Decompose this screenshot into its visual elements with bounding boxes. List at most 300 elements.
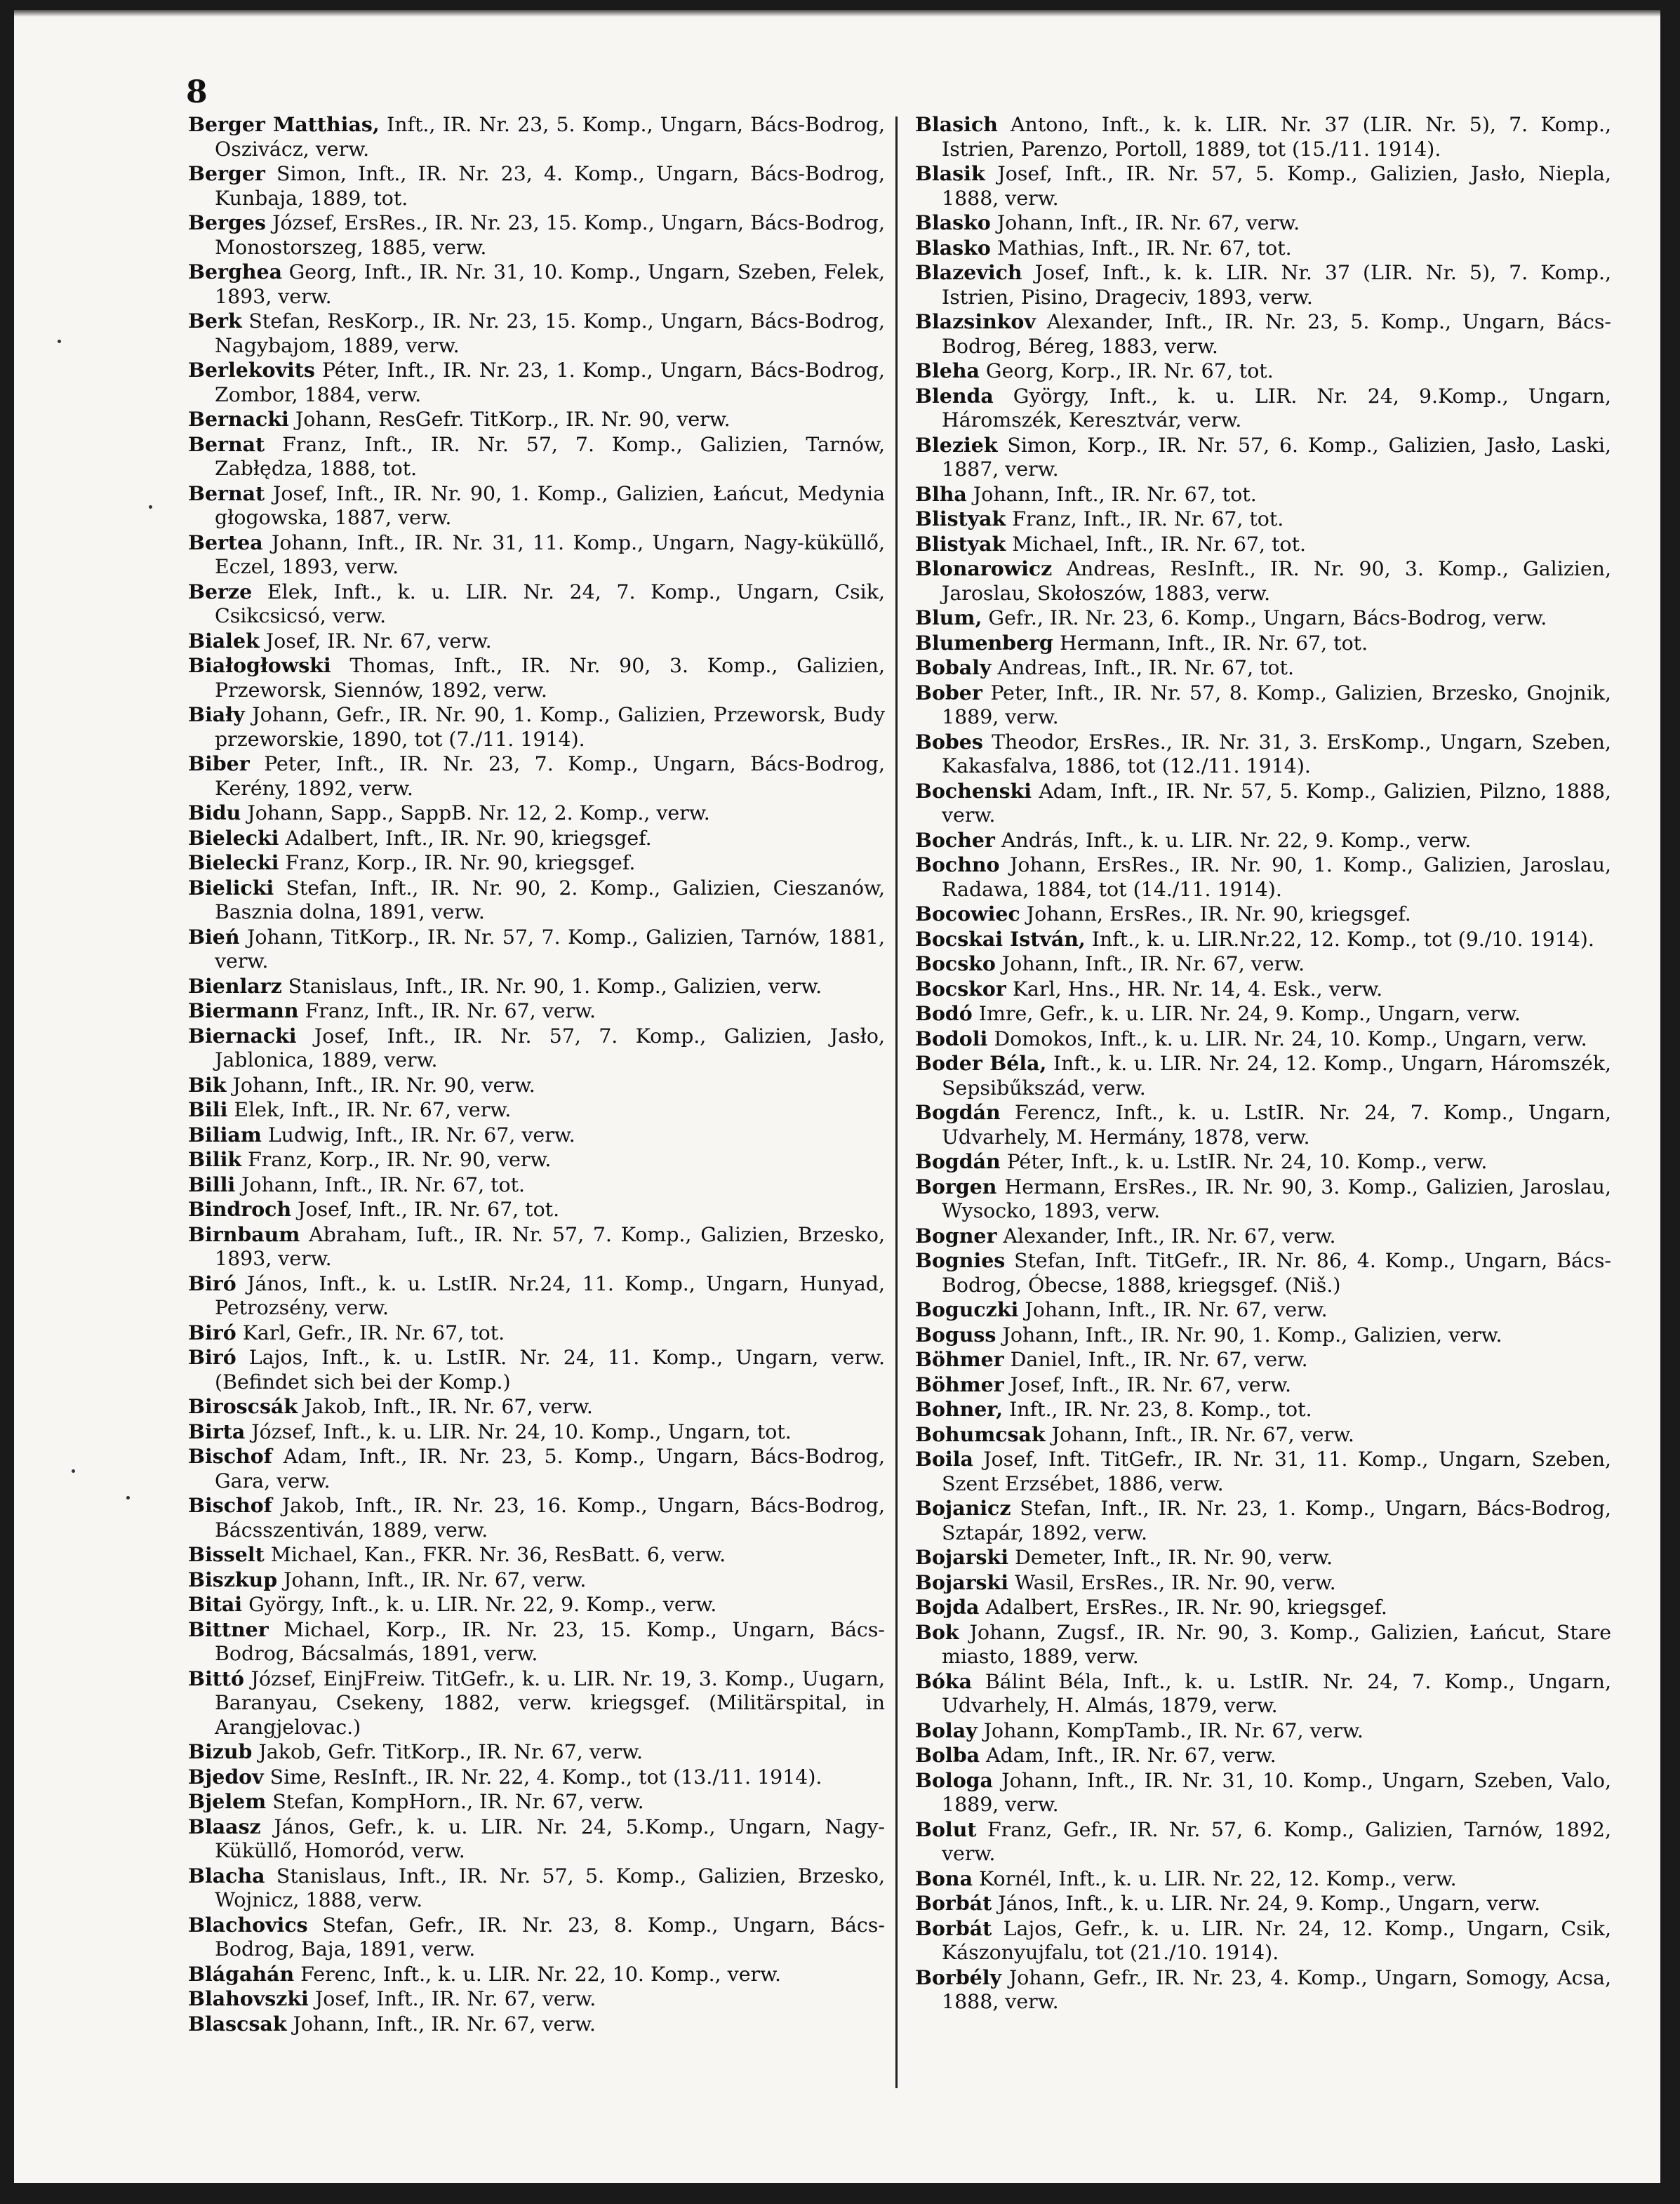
entry-surname: Borbát	[915, 1891, 992, 1915]
list-entry	[915, 260, 1611, 309]
entry-details: Adam, Inft., IR. Nr. 23, 5. Komp., Ungarn, Bács-Bodrog, Gara, verw.	[215, 1445, 885, 1492]
entry-surname: Berze	[188, 579, 253, 603]
entry-surname: Berger	[188, 161, 265, 185]
list-entry	[188, 1913, 885, 1962]
entry-details: Johann, Inft., IR. Nr. 90, verw.	[232, 1073, 535, 1097]
list-entry	[915, 1768, 1611, 1817]
entry-surname: Blacha	[188, 1863, 265, 1888]
entry-details: Johann, Inft., IR. Nr. 67, verw.	[1001, 952, 1305, 975]
list-entry	[188, 1962, 885, 1987]
entry-details: Johann, Inft., IR. Nr. 90, 1. Komp., Galizien, verw.	[1002, 1323, 1502, 1347]
entry-details: Peter, Inft., IR. Nr. 57, 8. Komp., Galizien, Brzesko, Gnojnik, 1889, verw.	[942, 681, 1611, 728]
entry-details: Kornél, Inft., k. u. LIR. Nr. 22, 12. Komp., verw.	[979, 1866, 1457, 1890]
entry-details: András, Inft., k. u. LIR. Nr. 22, 9. Komp., verw.	[1001, 828, 1472, 852]
list-entry	[915, 236, 1611, 261]
entry-surname: Bodoli	[915, 1026, 988, 1050]
entry-details: Franz, Inft., IR. Nr. 57, 7. Komp., Galizien, Tarnów, Zabłędza, 1888, tot.	[215, 432, 885, 480]
list-entry	[915, 1916, 1611, 1965]
entry-details: Karl, Hns., HR. Nr. 14, 4. Esk., verw.	[1012, 977, 1383, 1001]
entry-surname: Bochno	[915, 853, 1000, 876]
entry-details: Johann, KompTamb., IR. Nr. 67, verw.	[983, 1718, 1364, 1742]
entry-details: Theodor, ErsRes., IR. Nr. 31, 3. ErsKomp., Ungarn, Szeben, Kakasfalva, 1886, tot (12./11. 1914).	[942, 730, 1611, 777]
entry-surname: Biały	[188, 702, 245, 726]
scan-speck	[149, 505, 152, 509]
entry-details: József, ErsRes., IR. Nr. 23, 15. Komp., Ungarn, Bács-Bodrog, Monostorszeg, 1885, verw.	[215, 211, 886, 259]
entry-details: György, Inft., k. u. LIR. Nr. 22, 9. Komp., verw.	[248, 1593, 717, 1616]
list-entry	[915, 1595, 1611, 1620]
entry-details: Domokos, Inft., k. u. LIR. Nr. 24, 10. Komp., Ungarn, verw.	[994, 1027, 1587, 1050]
entry-details: Alexander, Inft., IR. Nr. 23, 5. Komp., Ungarn, Bács-Bodrog, Béreg, 1883, verw.	[942, 310, 1612, 358]
entry-surname: Berk	[188, 309, 242, 333]
list-entry	[188, 1864, 885, 1913]
entry-details: Wasil, ErsRes., IR. Nr. 90, verw.	[1015, 1570, 1336, 1594]
list-entry	[915, 1149, 1611, 1175]
entry-surname: Bologa	[915, 1768, 993, 1792]
entry-details: Elek, Inft., IR. Nr. 67, verw.	[234, 1098, 512, 1121]
list-entry	[188, 1073, 885, 1098]
list-entry	[915, 1248, 1611, 1297]
entry-surname: Blistyak	[915, 507, 1006, 530]
entry-details: Inft., IR. Nr. 23, 8. Komp., tot.	[1009, 1398, 1312, 1421]
entry-surname: Blazevich	[915, 260, 1022, 284]
entry-surname: Bień	[188, 924, 240, 949]
entry-details: Johann, Inft., IR. Nr. 67, verw.	[1025, 1298, 1328, 1321]
entry-surname: Bielecki	[188, 850, 279, 874]
entry-details: Andreas, Inft., IR. Nr. 67, tot.	[997, 656, 1294, 679]
entry-surname: Berger Matthias,	[188, 112, 380, 136]
list-entry	[188, 1789, 885, 1815]
list-entry	[188, 826, 885, 851]
list-entry	[188, 1173, 885, 1198]
entry-details: Jakob, Gefr. TitKorp., IR. Nr. 67, verw.	[258, 1740, 644, 1763]
list-entry	[188, 211, 885, 260]
entry-details: Bálint Béla, Inft., k. u. LstIR. Nr. 24, 7. Komp., Ungarn, Udvarhely, H. Almás, 1879, verw.	[942, 1669, 1611, 1717]
entry-details: Inft., k. u. LIR. Nr. 24, 12. Komp., Ungarn, Háromszék, Sepsibűkszád, verw.	[942, 1052, 1611, 1100]
list-entry	[915, 681, 1611, 730]
entry-surname: Bielecki	[188, 825, 279, 850]
entry-details: Karl, Gefr., IR. Nr. 67, tot.	[242, 1321, 505, 1344]
entry-surname: Bohner,	[915, 1397, 1004, 1421]
entry-details: Adam, Inft., IR. Nr. 67, verw.	[986, 1744, 1276, 1767]
entry-surname: Billi	[188, 1172, 236, 1196]
entry-surname: Berlekovits	[188, 358, 315, 382]
entry-details: Gefr., IR. Nr. 23, 6. Komp., Ungarn, Bács-Bodrog, verw.	[988, 606, 1547, 629]
entry-surname: Blascsak	[188, 2011, 287, 2036]
entry-surname: Bocskai István,	[915, 926, 1086, 951]
entry-details: Georg, Korp., IR. Nr. 67, tot.	[985, 359, 1274, 382]
entry-details: Inft., k. u. LIR.Nr.22, 12. Komp., tot (9./10. 1914).	[1091, 927, 1594, 951]
entry-surname: Bocskor	[915, 976, 1006, 1001]
entry-details: Franz, Inft., IR. Nr. 67, tot.	[1012, 507, 1284, 530]
list-entry	[915, 1373, 1611, 1398]
entry-details: Stefan, Inft., IR. Nr. 90, 2. Komp., Galizien, Cieszanów, Basznia dolna, 1891, verw.	[215, 876, 885, 923]
list-entry	[915, 1447, 1611, 1496]
list-entry	[915, 1175, 1611, 1224]
entry-details: Ludwig, Inft., IR. Nr. 67, verw.	[267, 1123, 575, 1147]
entry-details: Inft., IR. Nr. 23, 5. Komp., Ungarn, Bács-Bodrog, Oszivácz, verw.	[215, 113, 886, 161]
list-entry	[188, 1321, 885, 1346]
entry-details: Abraham, Iuft., IR. Nr. 57, 7. Komp., Galizien, Brzesko, 1893, verw.	[215, 1222, 885, 1270]
entry-details: Johann, Inft., IR. Nr. 31, 11. Komp., Ungarn, Nagy-küküllő, Eczel, 1893, verw.	[215, 530, 885, 578]
entry-surname: Białogłowski	[188, 653, 331, 677]
entry-surname: Bittner	[188, 1617, 269, 1641]
entry-details: Antono, Inft., k. k. LIR. Nr. 37 (LIR. Nr. 5), 7. Komp., Istrien, Parenzo, Portoll, 1889, tot (15./11. 1914).	[942, 113, 1611, 161]
list-entry	[188, 530, 885, 580]
list-entry	[188, 260, 885, 309]
list-entry	[915, 1397, 1611, 1422]
left-column	[188, 112, 885, 2036]
entry-surname: Birta	[188, 1419, 246, 1443]
entry-surname: Blonarowicz	[915, 556, 1053, 580]
entry-details: Michael, Inft., IR. Nr. 67, tot.	[1012, 532, 1307, 556]
entry-details: Johann, Sapp., SappB. Nr. 12, 2. Komp., verw.	[247, 801, 710, 824]
entry-details: Elek, Inft., k. u. LIR. Nr. 24, 7. Komp., Ungarn, Csik, Csikcsicsó, verw.	[215, 580, 885, 627]
entry-surname: Bilik	[188, 1147, 242, 1171]
list-entry	[188, 1197, 885, 1222]
list-entry	[915, 1669, 1611, 1718]
list-entry	[915, 1496, 1611, 1545]
list-entry	[915, 1027, 1611, 1052]
list-entry	[188, 1394, 885, 1420]
entry-surname: Boguss	[915, 1322, 996, 1347]
list-entry	[188, 407, 885, 432]
entry-surname: Bojarski	[915, 1570, 1008, 1594]
list-entry	[915, 977, 1611, 1002]
entry-surname: Borgen	[915, 1174, 997, 1198]
entry-surname: Boguczki	[915, 1297, 1019, 1321]
entry-details: József, Inft., k. u. LIR. Nr. 24, 10. Komp., Ungarn, tot.	[251, 1420, 792, 1443]
list-entry	[188, 1271, 885, 1321]
entry-surname: Blasik	[915, 161, 985, 185]
entry-surname: Birnbaum	[188, 1222, 300, 1246]
list-entry	[188, 112, 885, 161]
entry-details: Jakob, Inft., IR. Nr. 67, verw.	[304, 1395, 593, 1418]
entry-surname: Blum,	[915, 606, 982, 629]
entry-details: Lajos, Gefr., k. u. LIR. Nr. 24, 12. Komp., Ungarn, Csik, Kászonyujfalu, tot (21./10. 1914).	[942, 1916, 1611, 1964]
entry-details: Josef, Inft., IR. Nr. 57, 5. Komp., Galizien, Jasło, Niepla, 1888, verw.	[942, 162, 1611, 210]
entry-surname: Bobes	[915, 729, 983, 754]
entry-details: János, Gefr., k. u. LIR. Nr. 24, 5.Komp., Ungarn, Nagy-Küküllő, Homoród, verw.	[215, 1815, 885, 1862]
entry-details: Alexander, Inft., IR. Nr. 67, verw.	[1003, 1224, 1336, 1248]
entry-surname: Bili	[188, 1097, 228, 1121]
entry-details: Johann, TitKorp., IR. Nr. 57, 7. Komp., Galizien, Tarnów, 1881, verw.	[215, 925, 885, 973]
entry-details: Johann, Inft., IR. Nr. 67, verw.	[1051, 1422, 1354, 1446]
list-entry	[188, 1097, 885, 1123]
entry-surname: Borbély	[915, 1965, 1002, 1989]
list-entry	[188, 876, 885, 925]
entry-details: Josef, Inft., IR. Nr. 67, tot.	[298, 1198, 560, 1221]
entry-details: Péter, Inft., IR. Nr. 23, 1. Komp., Ungarn, Bács-Bodrog, Zombor, 1884, verw.	[215, 359, 885, 406]
entry-surname: Bocowiec	[915, 902, 1020, 926]
list-entry	[915, 902, 1611, 927]
entry-details: Adam, Inft., IR. Nr. 57, 5. Komp., Galizien, Pilzno, 1888, verw.	[942, 779, 1611, 827]
list-entry	[915, 482, 1611, 507]
entry-details: Thomas, Inft., IR. Nr. 90, 3. Komp., Galizien, Przeworsk, Siennów, 1892, verw.	[215, 654, 885, 702]
list-entry	[188, 358, 885, 407]
entry-surname: Bisselt	[188, 1542, 265, 1566]
entry-surname: Bernacki	[188, 407, 289, 431]
entry-surname: Bogdán	[915, 1149, 1001, 1173]
entry-surname: Bóka	[915, 1669, 972, 1693]
entry-details: Michael, Kan., FKR. Nr. 36, ResBatt. 6, verw.	[270, 1543, 726, 1566]
entry-surname: Bojarski	[915, 1545, 1008, 1569]
list-entry	[915, 828, 1611, 853]
entry-surname: Bittó	[188, 1666, 244, 1690]
entry-details: Johann, Inft., IR. Nr. 67, verw.	[996, 211, 1300, 234]
entry-details: Josef, IR. Nr. 67, verw.	[265, 629, 492, 653]
entry-details: Adalbert, Inft., IR. Nr. 90, kriegsgef.	[285, 826, 652, 850]
entry-surname: Bitai	[188, 1592, 243, 1616]
list-entry	[188, 2012, 885, 2037]
entry-details: Imre, Gefr., k. u. LIR. Nr. 24, 9. Komp., Ungarn, verw.	[978, 1002, 1521, 1025]
list-entry	[915, 1817, 1611, 1866]
entry-details: Franz, Korp., IR. Nr. 90, kriegsgef.	[285, 851, 636, 874]
entry-surname: Biliam	[188, 1122, 262, 1147]
column-divider	[895, 116, 898, 2088]
list-entry	[915, 631, 1611, 656]
list-entry	[188, 925, 885, 974]
list-entry	[188, 1542, 885, 1568]
entry-surname: Böhmer	[915, 1347, 1004, 1371]
list-entry	[188, 1617, 885, 1667]
entry-details: György, Inft., k. u. LIR. Nr. 24, 9.Komp., Ungarn, Háromszék, Keresztvár, verw.	[942, 384, 1611, 432]
entry-details: Stefan, Gefr., IR. Nr. 23, 8. Komp., Ungarn, Bács-Bodrog, Baja, 1891, verw.	[215, 1913, 885, 1961]
list-entry	[915, 507, 1611, 532]
list-entry	[915, 1347, 1611, 1373]
list-entry	[915, 1224, 1611, 1249]
entry-surname: Bolay	[915, 1718, 978, 1742]
entry-surname: Borbát	[915, 1916, 992, 1940]
list-entry	[915, 1297, 1611, 1323]
entry-surname: Bona	[915, 1866, 973, 1890]
entry-surname: Biró	[188, 1271, 236, 1295]
list-entry	[188, 1815, 885, 1864]
list-entry	[188, 1739, 885, 1765]
scan-edge	[14, 10, 1660, 17]
entry-surname: Bocsko	[915, 951, 996, 975]
list-entry	[915, 927, 1611, 952]
entry-surname: Blenda	[915, 383, 994, 408]
entry-surname: Bojanicz	[915, 1496, 1011, 1520]
list-entry	[915, 359, 1611, 384]
list-entry	[915, 433, 1611, 482]
entry-details: Johann, Zugsf., IR. Nr. 90, 3. Komp., Galizien, Łańcut, Stare miasto, 1889, verw.	[942, 1620, 1611, 1668]
entry-details: Michael, Korp., IR. Nr. 23, 15. Komp., Ungarn, Bács-Bodrog, Bácsalmás, 1891, verw.	[215, 1617, 885, 1665]
list-entry	[915, 532, 1611, 557]
entry-details: Demeter, Inft., IR. Nr. 90, verw.	[1015, 1546, 1333, 1569]
entry-surname: Bochenski	[915, 778, 1032, 803]
entry-surname: Bleha	[915, 359, 980, 382]
page-number: 8	[186, 74, 208, 110]
entry-details: Johann, Inft., IR. Nr. 67, tot.	[973, 482, 1257, 506]
list-entry	[915, 1323, 1611, 1348]
entry-surname: Biber	[188, 752, 250, 775]
entry-details: Sime, ResInft., IR. Nr. 22, 4. Komp., tot (13./11. 1914).	[269, 1765, 822, 1789]
entry-surname: Bojda	[915, 1595, 980, 1619]
entry-details: Johann, ErsRes., IR. Nr. 90, kriegsgef.	[1026, 902, 1411, 926]
entry-details: Johann, ResGefr. TitKorp., IR. Nr. 90, verw.	[295, 408, 731, 431]
entry-details: Johann, Inft., IR. Nr. 67, verw.	[284, 1568, 587, 1591]
entry-surname: Biermann	[188, 999, 299, 1022]
entry-details: Johann, Gefr., IR. Nr. 23, 4. Komp., Ungarn, Somogy, Acsa, 1888, verw.	[942, 1965, 1611, 2013]
entry-details: Mathias, Inft., IR. Nr. 67, tot.	[996, 236, 1292, 260]
list-entry	[188, 1222, 885, 1271]
list-entry	[188, 1420, 885, 1445]
list-entry	[188, 1444, 885, 1493]
list-entry	[188, 580, 885, 629]
list-entry	[188, 1986, 885, 2012]
entry-surname: Biernacki	[188, 1023, 297, 1048]
list-entry	[915, 112, 1611, 161]
right-column	[915, 112, 1611, 2015]
entry-details: József, EinjFreiw. TitGefr., k. u. LIR. Nr. 19, 3. Komp., Uugarn, Baranyau, Csekeny, 1882, verw. kriegsgef. (Militärspital, in Arangjelovac.)	[215, 1667, 885, 1739]
entry-details: Johann, ErsRes., IR. Nr. 90, 1. Komp., Galizien, Jaroslau, Radawa, 1884, tot (14./11. 1914).	[942, 853, 1612, 901]
entry-details: Lajos, Inft., k. u. LstIR. Nr. 24, 11. Komp., Ungarn, verw. (Befindet sich bei der Komp.)	[215, 1346, 885, 1394]
list-entry	[915, 1620, 1611, 1669]
list-entry	[915, 1545, 1611, 1570]
entry-surname: Blha	[915, 481, 967, 506]
entry-surname: Bok	[915, 1619, 959, 1644]
entry-surname: Bolba	[915, 1743, 980, 1767]
list-entry	[188, 1123, 885, 1148]
list-entry	[188, 801, 885, 826]
entry-details: Stefan, ResKorp., IR. Nr. 23, 15. Komp., Ungarn, Bács-Bodrog, Nagybajom, 1889, verw.	[215, 309, 885, 357]
entry-details: Daniel, Inft., IR. Nr. 67, verw.	[1010, 1348, 1308, 1371]
list-entry	[188, 309, 885, 358]
list-entry	[188, 161, 885, 211]
entry-surname: Berges	[188, 211, 266, 234]
list-entry	[188, 481, 885, 530]
entry-surname: Bjedov	[188, 1764, 264, 1789]
list-entry	[188, 974, 885, 999]
entry-details: Stefan, Inft., IR. Nr. 23, 1. Komp., Ungarn, Bács-Bodrog, Sztapár, 1892, verw.	[942, 1497, 1611, 1544]
entry-surname: Böhmer	[915, 1372, 1004, 1396]
entry-surname: Bischof	[188, 1444, 272, 1468]
list-entry	[915, 1718, 1611, 1744]
list-entry	[915, 1570, 1611, 1596]
entry-details: Josef, Inft., IR. Nr. 67, verw.	[1010, 1373, 1292, 1396]
entry-surname: Bogner	[915, 1223, 997, 1248]
entry-details: Andreas, ResInft., IR. Nr. 90, 3. Komp., Galizien, Jaroslau, Skołoszów, 1883, verw.	[942, 557, 1611, 605]
entry-details: Péter, Inft., k. u. LstIR. Nr. 24, 10. Komp., verw.	[1006, 1150, 1488, 1173]
entry-details: Josef, Inft., k. k. LIR. Nr. 37 (LIR. Nr. 5), 7. Komp., Istrien, Pisino, Drageciv, 1893, verw.	[942, 261, 1611, 309]
entry-surname: Blaasz	[188, 1814, 261, 1838]
list-entry	[188, 752, 885, 801]
entry-details: Adalbert, ErsRes., IR. Nr. 90, kriegsgef.	[985, 1596, 1387, 1619]
entry-details: Franz, Gefr., IR. Nr. 57, 6. Komp., Galizien, Tarnów, 1892, verw.	[942, 1817, 1611, 1865]
entry-surname: Bernat	[188, 481, 265, 505]
list-entry	[188, 1765, 885, 1790]
entry-surname: Biroscsák	[188, 1394, 298, 1418]
list-entry	[915, 1965, 1611, 2015]
list-entry	[188, 999, 885, 1024]
entry-surname: Bizub	[188, 1739, 253, 1763]
entry-surname: Bindroch	[188, 1197, 292, 1221]
entry-details: Johann, Inft., IR. Nr. 31, 10. Komp., Ungarn, Szeben, Valo, 1889, verw.	[942, 1768, 1611, 1816]
entry-surname: Bienlarz	[188, 973, 282, 998]
list-entry	[188, 1493, 885, 1542]
list-entry	[188, 1667, 885, 1740]
entry-surname: Bischof	[188, 1493, 272, 1517]
list-entry	[915, 161, 1611, 211]
list-entry	[915, 1001, 1611, 1027]
list-entry	[188, 1568, 885, 1593]
entry-details: Ferenc, Inft., k. u. LIR. Nr. 22, 10. Komp., verw.	[300, 1962, 782, 1986]
list-entry	[915, 1422, 1611, 1448]
entry-details: Ferencz, Inft., k. u. LstIR. Nr. 24, 7. Komp., Ungarn, Udvarhely, M. Hermány, 1878, verw.	[942, 1101, 1612, 1149]
entry-surname: Blasko	[915, 211, 991, 234]
entry-details: Johann, Inft., IR. Nr. 67, tot.	[241, 1173, 526, 1196]
entry-details: Hermann, Inft., IR. Nr. 67, tot.	[1059, 631, 1368, 655]
list-entry	[915, 1891, 1611, 1916]
scan-speck	[72, 1469, 75, 1473]
entry-surname: Boder Béla,	[915, 1051, 1047, 1075]
entry-surname: Biró	[188, 1320, 236, 1344]
entry-details: Jakob, Inft., IR. Nr. 23, 16. Komp., Ungarn, Bács-Bodrog, Bácsszentiván, 1889, verw.	[215, 1494, 885, 1542]
list-entry	[915, 384, 1611, 433]
entry-details: János, Inft., k. u. LIR. Nr. 24, 9. Komp., Ungarn, verw.	[998, 1892, 1541, 1915]
entry-surname: Bidu	[188, 801, 241, 824]
entry-surname: Bobaly	[915, 655, 992, 679]
entry-details: Stanislaus, Inft., IR. Nr. 57, 5. Komp., Galizien, Brzesko, Wojnicz, 1888, verw.	[215, 1864, 886, 1911]
entry-surname: Blistyak	[915, 531, 1006, 556]
entry-details: Johann, Inft., IR. Nr. 67, verw.	[293, 2012, 596, 2036]
entry-surname: Blasich	[915, 112, 998, 136]
list-entry	[915, 1100, 1611, 1149]
entry-details: Simon, Inft., IR. Nr. 23, 4. Komp., Ungarn, Bács-Bodrog, Kunbaja, 1889, tot.	[215, 162, 885, 210]
list-entry	[915, 606, 1611, 631]
entry-surname: Bocher	[915, 827, 995, 852]
list-entry	[915, 730, 1611, 779]
list-entry	[188, 702, 885, 752]
entry-details: Peter, Inft., IR. Nr. 23, 7. Komp., Ungarn, Bács-Bodrog, Kerény, 1892, verw.	[215, 752, 886, 800]
entry-surname: Biró	[188, 1345, 236, 1369]
entry-details: Stefan, Inft. TitGefr., IR. Nr. 86, 4. Komp., Ungarn, Bács-Bodrog, Óbecse, 1888, kriegsgef. (Niš.)	[942, 1249, 1611, 1297]
list-entry	[915, 951, 1611, 977]
scanned-page	[14, 10, 1660, 2183]
entry-surname: Bognies	[915, 1248, 1006, 1272]
list-entry	[188, 1147, 885, 1173]
list-entry	[915, 1866, 1611, 1892]
entry-surname: Blahovszki	[188, 1986, 309, 2010]
entry-details: Georg, Inft., IR. Nr. 31, 10. Komp., Ungarn, Szeben, Felek, 1893, verw.	[215, 260, 885, 308]
scan-speck	[58, 340, 61, 343]
entry-surname: Bodó	[915, 1001, 973, 1025]
list-entry	[188, 653, 885, 702]
entry-details: Josef, Inft. TitGefr., IR. Nr. 31, 11. Komp., Ungarn, Szeben, Szent Erzsébet, 1886, verw.	[942, 1448, 1612, 1495]
entry-surname: Bjelem	[188, 1789, 267, 1813]
list-entry	[188, 1345, 885, 1394]
entry-details: Stefan, KompHorn., IR. Nr. 67, verw.	[272, 1790, 644, 1813]
entry-surname: Blumenberg	[915, 630, 1053, 655]
entry-surname: Bielicki	[188, 875, 274, 900]
list-entry	[188, 1592, 885, 1617]
entry-surname: Bohumcsak	[915, 1422, 1046, 1446]
entry-details: János, Inft., k. u. LstIR. Nr.24, 11. Komp., Ungarn, Hunyad, Petrozsény, verw.	[215, 1271, 885, 1319]
entry-surname: Biszkup	[188, 1567, 278, 1591]
entry-surname: Blazsinkov	[915, 309, 1036, 333]
entry-surname: Berghea	[188, 260, 282, 283]
entry-details: Simon, Korp., IR. Nr. 57, 6. Komp., Galizien, Jasło, Laski, 1887, verw.	[942, 433, 1611, 481]
list-entry	[915, 1051, 1611, 1100]
list-entry	[188, 629, 885, 654]
entry-details: Josef, Inft., IR. Nr. 57, 7. Komp., Galizien, Jasło, Jablonica, 1889, verw.	[215, 1024, 885, 1071]
list-entry	[915, 556, 1611, 606]
entry-details: Johann, Gefr., IR. Nr. 90, 1. Komp., Galizien, Przeworsk, Budy przeworskie, 1890, tot (7./11. 1914).	[215, 703, 885, 751]
entry-details: Franz, Inft., IR. Nr. 67, verw.	[305, 999, 596, 1022]
entry-surname: Blasko	[915, 235, 991, 260]
list-entry	[915, 211, 1611, 236]
